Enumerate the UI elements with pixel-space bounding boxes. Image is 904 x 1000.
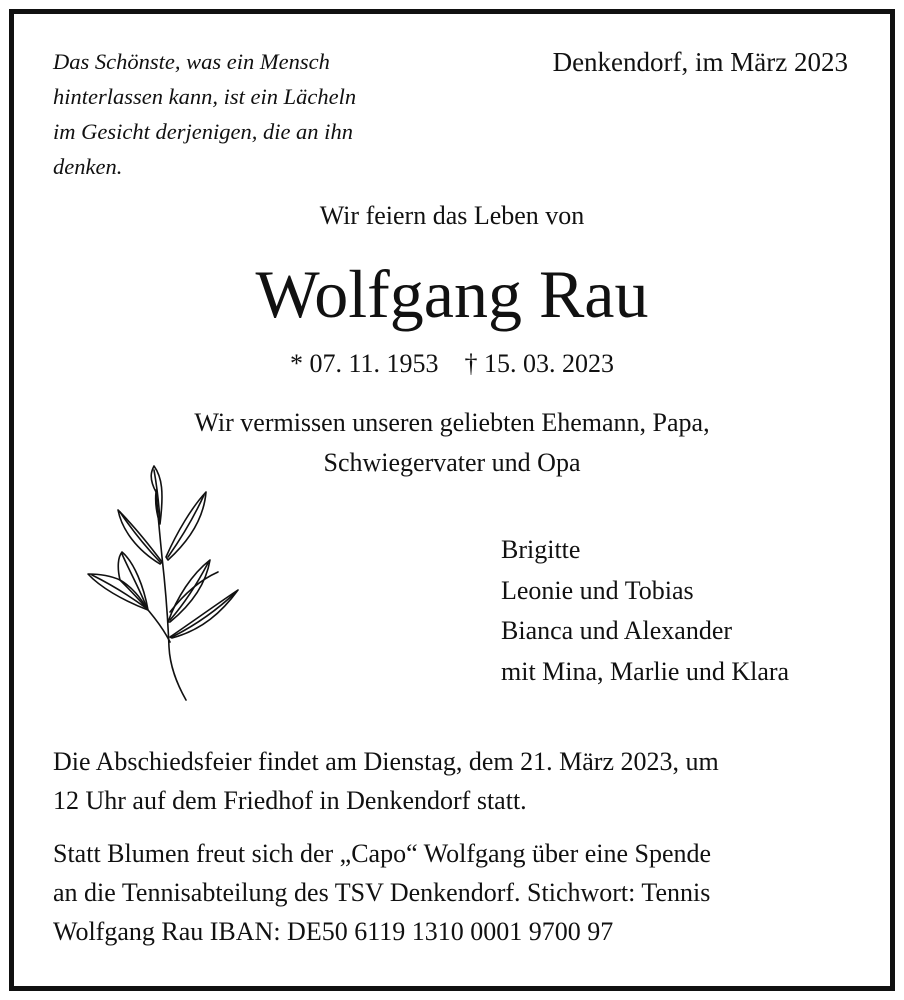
donation-info (53, 834, 711, 951)
donation-line: Wolfgang Rau IBAN: DE50 6119 1310 0001 9700 97 (53, 917, 614, 946)
miss-line: Wir vermissen unseren geliebten Ehemann, Papa, (194, 408, 710, 437)
ceremony-info (53, 742, 719, 820)
family-member: Bianca und Alexander (501, 616, 733, 645)
place-date: Denkendorf, im März 2023 (552, 47, 848, 77)
family-member: Brigitte (501, 535, 581, 564)
life-dates (0, 346, 904, 382)
death-date: † 15. 03. 2023 (464, 349, 615, 378)
intro-text: Wir feiern das Leben von (319, 201, 585, 230)
motto-line: Das Schönste, was ein Mensch (53, 49, 330, 74)
family-member: Leonie und Tobias (501, 575, 694, 605)
motto-line: im Gesicht derjenigen, die an ihn (53, 119, 353, 144)
ceremony-line: Die Abschiedsfeier findet am Dienstag, dem 21. März 2023, um (53, 747, 719, 776)
ceremony-line: 12 Uhr auf dem Friedhof in Denkendorf statt. (53, 786, 527, 815)
motto-line: hinterlassen kann, ist ein Lächeln (53, 84, 357, 109)
leaf-branch-icon (82, 462, 252, 707)
donation-line: Statt Blumen freut sich der „Capo“ Wolfgang über eine Spende (53, 839, 712, 868)
motto-quote (53, 44, 453, 184)
family-member: mit Mina, Marlie und Klara (501, 656, 790, 686)
family-list (501, 530, 789, 692)
motto-line: denken. (53, 154, 123, 179)
miss-line: Schwiegervater und Opa (323, 448, 581, 477)
donation-line: an die Tennisabteilung des TSV Denkendorf. Stichwort: Tennis (53, 878, 711, 907)
deceased-name: Wolfgang Rau (255, 256, 649, 332)
birth-date: * 07. 11. 1953 (289, 349, 439, 378)
